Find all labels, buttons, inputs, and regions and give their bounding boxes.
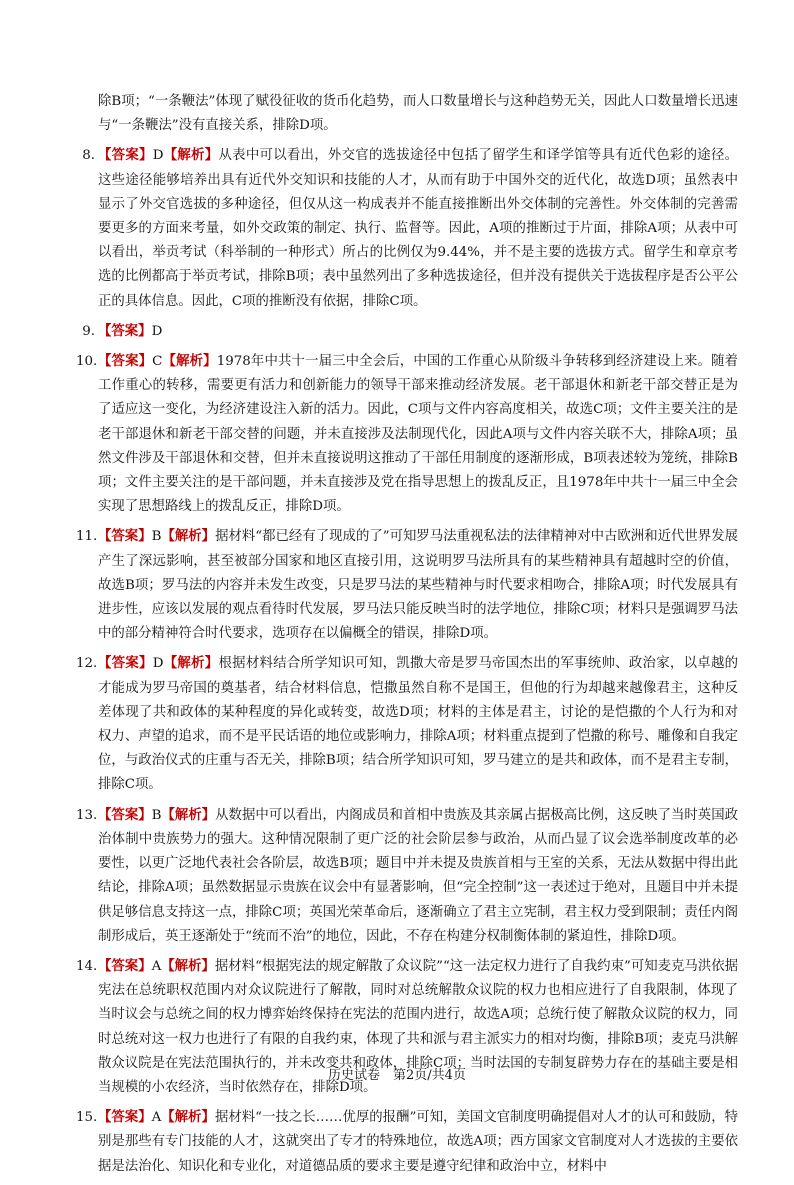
analysis-tag: 【解析】 [161,529,216,545]
analysis-text: 据材料“一技之长……优厚的报酬”可知，美国文官制度明确提倡对人才的认可和鼓励，特别是那些有专门技能的人才，这就突出了专才的特殊地位，故选A项；西方国家文官制度对人才选拔的主要依据是法治化、知识化和专业化，对道德品质的要求主要是遵守纪律和政治中立，材料中 [98,1110,739,1174]
answer-content [76,90,738,1185]
question-number: 13. [76,807,98,823]
answer-item [76,1106,738,1179]
question-number: 11. [76,529,98,545]
answer-choice: A [151,1110,162,1126]
continuation-paragraph: 除B项；“一条鞭法”体现了赋役征收的货币化趋势，而人口数量增长与这种趋势无关，因此人口数量增长迅速与“一条鞭法”没有直接关系，排除D项。 [98,94,738,134]
analysis-tag: 【解析】 [161,958,215,974]
analysis-text: 1978年中共十一届三中全会后，中国的工作重心从阶级斗争转移到经济建设上来。随着工作重心的转移，需要更有活力和创新能力的领导干部来推动经济发展。老干部退休和新老干部交替正是为了适应这一变化，为经济建设注入新的活力。因此，C项与文件内容高度相关，故选C项；文件主要关注的是老干部退休和新老干部交替的问题，并未直接涉及法制现代化，因此A项与文件内容关联不大，排除A项；虽然文件涉及干部退休和交替，但并未直接说明这推动了干部任用制度的逐渐形成，B项表述较为笼统，排除B项；文件主要关注的是干部问题，并未直接涉及党在指导思想上的拨乱反正，且1978年中共十一届三中全会实现了思想路线上的拨乱反正，排除D项。 [98,354,739,515]
answer-item [76,144,738,313]
question-number: 9. [82,323,95,339]
analysis-tag: 【解析】 [161,1110,215,1126]
answer-tag: 【答案】 [98,1110,152,1126]
analysis-text: 从数据中可以看出，内阁成员和首相中贵族及其亲属占据极高比例，这反映了当时英国政治体制中贵族势力的强大。这种情况限制了更广泛的社会阶层参与政治，从而凸显了议会选举制度改革的必要性，以更广泛地代表社会各阶层，故选B项；题目中并未提及贵族首相与王室的关系，无法从数据中得出此结论，排除A项；虽然数据显示贵族在议会中有显著影响，但“完全控制”这一表述过于绝对，且题目中并未提供足够信息支持这一点，排除C项；英国光荣革命后，逐渐确立了君主立宪制，君主权力受到限制；责任内阁制形成后，英王逐渐处于“统而不治”的地位，因此，不存在构建分权制衡体制的紧迫性，排除D项。 [98,807,739,944]
answer-item [76,804,738,949]
answer-choice: D [151,323,163,339]
answer-choice: A [151,958,162,974]
analysis-tag: 【解析】 [163,656,219,672]
answer-tag: 【答案】 [98,958,152,974]
answer-tag: 【答案】 [98,323,152,339]
question-number: 10. [76,354,98,370]
analysis-text: 据材料“根据宪法的规定解散了众议院”“这一法定权力进行了自我约束”可知麦克马洪依据宪法在总统职权范围内对众议院进行了解散，同时对总统解散众议院的权力也相应进行了自我限制，体现了当时议会与总统之间的权力博弈始终保持在宪法的范围内进行，故选A项；总统行使了解散众议院的权力，同时总统对这一权力也进行了有限的自我约束，体现了共和派与君主派实力的相对均衡，排除B项；麦克马洪解散众议院是在宪法范围执行的，并未改变共和政体，排除C项；当时法国的专制复辟势力存在的基础主要是相当规模的小农经济，当时依然存在，排除D项。 [98,958,739,1095]
answer-item [76,525,738,646]
answer-choice: B [151,807,162,823]
question-number: 12. [76,656,98,672]
answer-tag: 【答案】 [98,354,153,370]
answer-choice: C [152,354,163,370]
answer-tag: 【答案】 [98,529,152,545]
answer-list [76,144,738,1178]
answer-choice: D [152,148,164,164]
question-number: 15. [76,1110,98,1126]
analysis-tag: 【解析】 [161,807,216,823]
question-number: 14. [76,958,98,974]
analysis-text: 据材料“都已经有了现成的了”可知罗马法重视私法的法律精神对中古欧洲和近代世界发展产生了深远影响，甚至被部分国家和地区直接引用，这说明罗马法所具有的某些精神具有超越时空的价值，故选B项；罗马法的内容并未发生改变，只是罗马法的某些精神与时代要求相吻合，排除A项；时代发展具有进步性，应该以发展的观点看待时代发展，罗马法只能反映当时的法学地位，排除C项；材料只是强调罗马法中的部分精神符合时代要求，选项存在以偏概全的错误，排除D项。 [98,529,739,642]
answer-choice: D [152,656,164,672]
question-number: 8. [82,148,95,164]
answer-item [76,320,738,344]
analysis-tag: 【解析】 [162,354,217,370]
answer-tag: 【答案】 [98,807,152,823]
analysis-text: 根据材料结合所学知识可知，凯撒大帝是罗马帝国杰出的军事统帅、政治家，以卓越的才能成为罗马帝国的奠基者，结合材料信息，恺撒虽然自称不是国王，但他的行为却越来越像君主，这种反差体现了共和政体的某种程度的异化或转变，故选D项；材料的主体是君主，讨论的是恺撒的个人行为和对权力、声望的追求，而不是平民话语的地位或影响力，排除A项；材料重点提到了恺撒的称号、雕像和自我定位，与政治仪式的庄重与否无关，排除B项；结合所学知识可知，罗马建立的是共和政体，而不是君主专制，排除C项。 [98,656,739,793]
analysis-tag: 【解析】 [163,148,219,164]
answer-item [76,350,738,519]
analysis-text: 从表中可以看出，外交官的选拔途径中包括了留学生和译学馆等具有近代色彩的途径。这些途径能够培养出具有近代外交知识和技能的人才，从而有助于中国外交的近代化，故选D项；虽然表中显示了外交官选拔的多种途径，但仅从这一构成表并不能直接推断出外交体制的完善性。外交体制的完善需要更多的方面来考量，如外交政策的制定、执行、监督等。因此，A项的推断过于片面，排除A项；从表中可以看出，举贡考试（科举制的一种形式）所占的比例仅为9.44%，并不是主要的选拔方式。留学生和章京考选的比例都高于举贡考试，排除B项；表中虽然列出了多种选拔途径，但并没有提供关于选拔程序是否公平公正的具体信息。因此，C项的推断没有依据，排除C项。 [98,148,739,309]
answer-item [76,652,738,797]
answer-choice: B [151,529,162,545]
answer-tag: 【答案】 [98,148,153,164]
page-footer: 历史试卷 第2页/共4页 [328,1068,466,1083]
answer-tag: 【答案】 [98,656,153,672]
